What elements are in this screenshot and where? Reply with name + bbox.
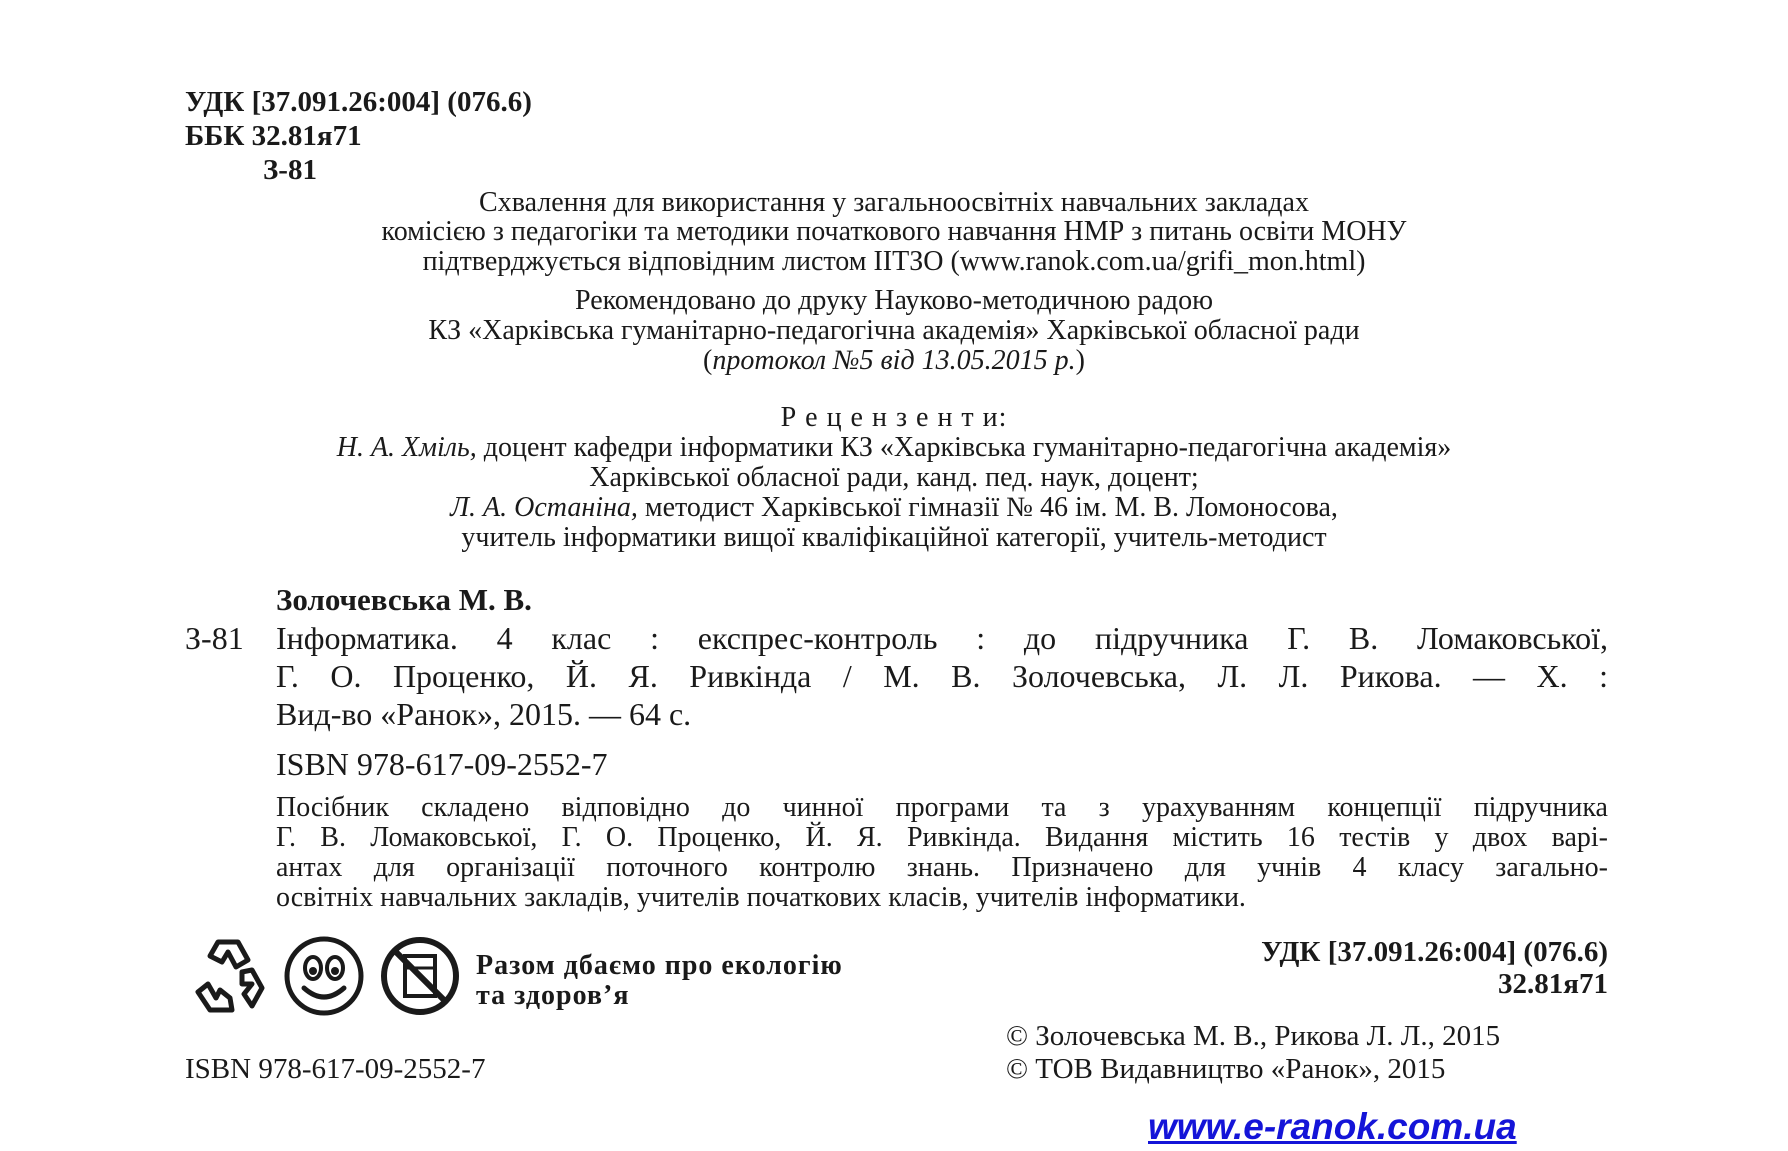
bottom-bbk: 32.81я71 <box>1498 968 1608 1000</box>
recommendation-line-1: Рекомендовано до друку Науково-методичною радою <box>574 285 1214 316</box>
bottom-udk: УДК [37.091.26:004] (076.6) <box>1261 936 1608 968</box>
catalog-author: Золочевська М. В. <box>276 582 532 617</box>
copyright-line-1: © Золочевська М. В., Рикова Л. Л., 2015 <box>1006 1020 1501 1052</box>
approval-line-2: комісією з педагогіки та методики початкового навчання НМР з питань освіти МОНУ <box>381 216 1407 247</box>
eco-line-1: Разом дбаємо про екологію <box>476 950 843 981</box>
reviewer-2-line-2: учитель інформатики вищої кваліфікаційної категорії, учитель-методист <box>461 522 1327 553</box>
eco-line-2: та здоров’я <box>476 980 630 1011</box>
annotation-line-2: Г. В. Ломаковської, Г. О. Проценко, Й. Я. Ривкінда. Видання містить 16 тестів у двох варі- <box>276 822 1608 853</box>
copyright-line-2: © ТОВ Видавництво «Ранок», 2015 <box>1006 1053 1446 1085</box>
reviewer-1-line-1 <box>0 432 1788 464</box>
catalog-line-2: Г. О. Проценко, Й. Я. Ривкінда / М. В. Золочевська, Л. Л. Рикова. — Х. : <box>276 658 1608 694</box>
bottom-isbn: ISBN 978-617-09-2552-7 <box>185 1053 486 1085</box>
bbk-code: ББК 32.81я71 <box>185 120 362 152</box>
reviewer-1-text: доцент кафедри інформатики КЗ «Харківська гуманітарно-педагогічна академія» <box>476 432 1452 463</box>
catalog-isbn: ISBN 978-617-09-2552-7 <box>276 746 608 782</box>
smiley-icon <box>282 934 366 1018</box>
protocol-text: протокол №5 від 13.05.2015 р. <box>712 345 1076 376</box>
recommendation-line-2: КЗ «Харківська гуманітарно-педагогічна академія» Харківської обласної ради <box>428 315 1360 346</box>
website-link[interactable]: www.e-ranok.com.ua <box>1148 1106 1517 1147</box>
reviewer-1-name: Н. А. Хміль, <box>336 432 477 463</box>
recycle-icon <box>188 934 272 1018</box>
catalog-line-1: Інформатика. 4 клас : експрес-контроль : до підручника Г. В. Ломаковської, <box>276 620 1608 656</box>
reviewer-2-text: методист Харківської гімназії № 46 ім. М. В. Ломоносова, <box>637 492 1338 523</box>
udk-code: УДК [37.091.26:004] (076.6) <box>185 86 532 118</box>
reviewer-2-name: Л. А. Останіна, <box>450 492 638 523</box>
recommendation-protocol: (протокол №5 від 13.05.2015 р.) <box>703 345 1085 376</box>
catalog-line-3: Вид-во «Ранок», 2015. — 64 с. <box>276 696 692 732</box>
annotation-line-4: освітніх навчальних закладів, учителів початкових класів, учителів інформатики. <box>276 882 1246 913</box>
reviewer-1-line-2: Харківської обласної ради, канд. пед. наук, доцент; <box>589 462 1199 493</box>
annotation-line-3: антах для організації поточного контролю знань. Призначено для учнів 4 класу загально- <box>276 852 1608 883</box>
reviewers-heading: Р е ц е н з е н т и: <box>780 402 1008 433</box>
reviewer-2-line-1 <box>0 492 1788 524</box>
annotation-line-1: Посібник складено відповідно до чинної програми та з урахуванням концепції підручника <box>276 792 1608 823</box>
catalog-code: З-81 <box>185 620 244 656</box>
no-smoking-icon <box>378 934 462 1018</box>
approval-line-3: підтверджується відповідним листом ІІТЗО (www.ranok.com.ua/grifi_mon.html) <box>422 246 1366 277</box>
author-mark: З-81 <box>263 154 317 186</box>
approval-line-1: Схвалення для використання у загальноосвітніх навчальних закладах <box>479 187 1309 218</box>
